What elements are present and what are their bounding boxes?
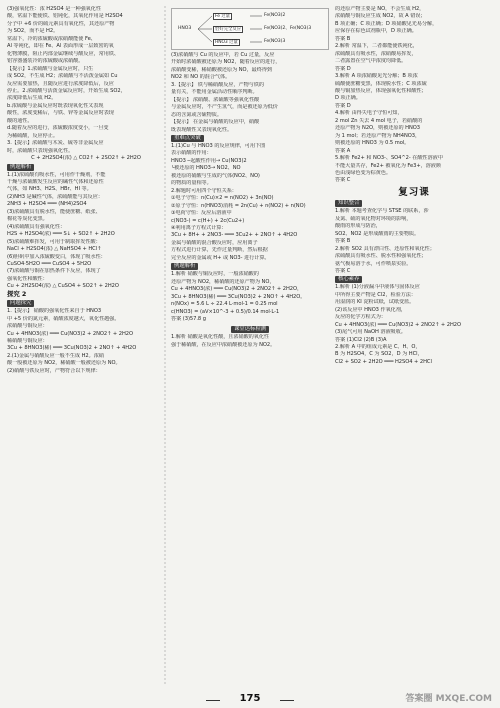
text-line: 5.解析 Fe2+ 和 NO3-、SO4^2- 在酸性溶液中 bbox=[335, 155, 443, 162]
review-section-title: 复习课 bbox=[398, 186, 430, 198]
col3-block-b bbox=[335, 208, 493, 275]
text-line: 1.(1)浓硫酸有吸水性，可用作干燥剂，不能 bbox=[7, 171, 106, 178]
text-line: D 项正确。 bbox=[335, 95, 361, 102]
inquiry-heading: 探究 2 bbox=[7, 289, 27, 298]
text-line: 反应的化学方程式为： bbox=[335, 314, 386, 321]
text-line: (2)该反应中 HNO3 作氧化剂， bbox=[335, 306, 406, 313]
text-line: 酸性，浓度变稀后，与铁、锌等金属反应时表现 bbox=[7, 110, 114, 117]
text-line: 色由浅绿色变为棕黄色。 bbox=[335, 169, 391, 176]
text-line: 答案 D bbox=[335, 65, 351, 72]
text-line: 化物薄膜，阻止内部金属继续与酸反应，常用铁、 bbox=[7, 50, 119, 57]
text-line: 答案 (3)57.8 g bbox=[171, 315, 206, 322]
core-tag: 核心素养 bbox=[335, 276, 362, 283]
text-line: 3.解析 A 项浓硝酸见光分解；B 项浓 bbox=[335, 73, 418, 80]
diagram-box-top: Fe 过量 bbox=[215, 14, 230, 19]
text-line: 酸一般被还原为 NO2，稀硝酸一般被还原为 NO。 bbox=[7, 360, 121, 367]
text-line: 浓硝酸变稀，稀硝酸被还原为 NO，最终得到 bbox=[171, 66, 273, 73]
text-line: 2.解题时可用四个守恒关系： bbox=[171, 187, 237, 194]
col1-block-a bbox=[7, 6, 165, 140]
text-line: 2 mol Zn 失去 4 mol 电子，若硝酸的 bbox=[335, 117, 423, 124]
text-line: 常温下，冷的浓硫酸或浓硝酸能使 Fe、 bbox=[7, 35, 96, 42]
text-line: 酸雨的形成与防治， bbox=[335, 223, 381, 230]
text-line: 3Cu + 8HNO3(稀) ═══ 3Cu(NO3)2 + 2NO↑ + 4H2O bbox=[7, 345, 137, 352]
text-line: NO2 和 NO 的混合气体。 bbox=[171, 74, 231, 81]
key-points-tag: 重难点突破 bbox=[171, 135, 204, 142]
text-line: ④利用离子方程式计算： bbox=[171, 224, 227, 231]
text-line: ①电子守恒：n(Cu)×2 = n(NO2) + 3n(NO) bbox=[171, 195, 274, 202]
text-line: 为 SO2，而不是 H2。 bbox=[7, 28, 59, 35]
diagram-box-bot: HNO3 过量 bbox=[215, 40, 238, 45]
text-line: 强氧化性和酸性： bbox=[7, 275, 48, 282]
text-line: 干燥与浓硫酸发生反应的碱性气体和还原性 bbox=[7, 178, 104, 185]
explanation-item-3: 3.【提示】浓硫酸与木炭、硫等非金属反应 bbox=[7, 140, 104, 147]
text-line: 方程式进行计算，先作过量判断，然后根据 bbox=[171, 247, 268, 254]
text-line: 强于稀硝酸，在反应中浓硝酸被还原为 NO2。 bbox=[171, 341, 276, 348]
practice-tag: 例题解析 bbox=[7, 164, 34, 171]
explanation-item-3b: 时，浓硫酸只表现强氧化性。 bbox=[7, 147, 74, 154]
text-line: (3)浓硫酸具有脱水性，能使蔗糖、纸张、 bbox=[7, 208, 101, 215]
text-line: 表示硝酸的作用： bbox=[171, 150, 212, 157]
text-line: 量有关，不能用金属活动性顺序判断。 bbox=[171, 89, 258, 96]
text-line: Cu + 2H2SO4(浓) △ CuSO4 + SO2↑ + 2H2O bbox=[7, 283, 119, 290]
text-line: 答案 B bbox=[335, 238, 351, 245]
text-line: 1.(1)Cu 与 HNO3 的反应规律，可用下图 bbox=[171, 142, 266, 149]
text-line: n(NOx) = 5.6 L ÷ 22.4 L·mol-1 = 0.25 mol bbox=[171, 301, 278, 308]
text-line: 则被还原的 HNO3 为 0.5 mol。 bbox=[335, 140, 410, 147]
text-line: 1.解析 硝酸是氧化性酸，且浓硝酸的氧化性 bbox=[171, 334, 270, 341]
text-line: 2.(1)金属与硝酸反应一般不生成 H2。浓硝 bbox=[7, 352, 104, 359]
text-line: 二者露置在空气中浓度均降低。 bbox=[335, 58, 407, 65]
text-line: 金属与硝酸的混合酸反应时，应用离子 bbox=[171, 239, 258, 246]
text-line: 还原产物为 NO2，稀硝酸的还原产物为 NO， bbox=[171, 278, 275, 285]
col2-block-b bbox=[171, 143, 329, 262]
col1-block-c bbox=[7, 308, 165, 375]
practice-tag-2: 例题解析 bbox=[171, 263, 198, 270]
text-line: Cu + 4HNO3(浓) ═══ Cu(NO3)2 + 2NO2↑ + 2H2O， bbox=[171, 286, 303, 293]
text-line: Cu + 4HNO3(浓) ═══ Cu(NO3)2 + 2NO2↑ + 2H2O bbox=[7, 330, 134, 337]
text-line: (4)浓硫酸具有强氧化性： bbox=[7, 223, 66, 230]
text-line: 的物质的量相等。 bbox=[171, 180, 212, 187]
text-line: H2S + H2SO4(浓) ═══ S↓ + SO2↑ + 2H2O bbox=[7, 231, 115, 238]
text-line: 浓硫酸具有吸水性，浓硝酸易挥发， bbox=[335, 50, 417, 57]
text-line: 酸，常温下能使铁、铝钝化，其氧化作用是 H2SO4 bbox=[7, 13, 123, 20]
text-line: 答案 C bbox=[335, 267, 351, 274]
text-line: 浓硝酸与铜反应： bbox=[7, 323, 48, 330]
text-line: 【提示】 浓硝酸、浓硫酸等强氧化性酸 bbox=[171, 96, 260, 103]
diagram-right-top: Fe(NO3)2 bbox=[264, 13, 286, 18]
text-line: 2.解析 常温下，二者都能使铁钝化， bbox=[335, 43, 418, 50]
diagram-right-bot: Fe(NO3)3 bbox=[264, 39, 286, 44]
text-line: (5)浓硫酸难挥发，可用于制取挥发性酸： bbox=[7, 238, 101, 245]
text-line: c(NO3-) = c(H+) + 2c(Cu2+) bbox=[171, 217, 245, 224]
diagram-left-label: HNO3 bbox=[178, 26, 192, 31]
text-line: HNO3 ─起酸性作用→ Cu(NO3)2 bbox=[171, 157, 247, 164]
diagram-box-mid: 恰好完全反应 bbox=[215, 27, 242, 32]
column-right bbox=[335, 6, 493, 366]
text-line: 氨气极易溶于水，可作喷泉实验。 bbox=[335, 260, 412, 267]
text-line: SO2、NO2 是形成酸雨的主要物质。 bbox=[335, 230, 420, 237]
page-number: 175 bbox=[222, 693, 278, 704]
text-line: 分子中 +6 价的硫元素具有氧化性，其还原产物 bbox=[7, 20, 115, 27]
col2-block-c bbox=[171, 271, 329, 323]
column-middle bbox=[171, 6, 329, 349]
text-line: d.随着反应的进行，浓硫酸浓度变小，一旦变 bbox=[7, 125, 109, 132]
text-line: 答案 B bbox=[335, 35, 351, 42]
text-line: 浓硝酸与铜反应生成 NO2，故 A 错误； bbox=[335, 13, 426, 20]
text-line: ③电荷守恒：反应后溶液中 bbox=[171, 210, 232, 217]
text-line: 既表现酸性又表现氧化性。 bbox=[171, 126, 233, 133]
text-line: 答案 C bbox=[335, 177, 351, 184]
text-line: c(HNO3) = (aV×10^-3 + 0.5)/0.14 mol·L-1 bbox=[171, 308, 280, 315]
text-line: 与金属反应时，不产生氢气，而是被还原为低价 bbox=[171, 104, 278, 111]
text-line: (3)尾气可用 NaOH 溶液吸收。 bbox=[335, 329, 406, 336]
text-line: 铝容器盛装冷的浓硫酸或浓硝酸。 bbox=[7, 58, 84, 65]
text-line: 应保存在棕色试剂瓶中，D 项正确。 bbox=[335, 28, 417, 35]
text-line: (2)NH3 是碱性气体，浓硫酸能与其反应： bbox=[7, 193, 103, 200]
review-tag: 知识整合 bbox=[335, 200, 362, 207]
text-line: 浓度降低后生成 H2。 bbox=[7, 95, 57, 102]
text-line: 为稀硫酸，反应停止。 bbox=[7, 132, 58, 139]
text-line: B 为 H2SO4，C 为 SO2，D 为 HCl， bbox=[335, 351, 423, 358]
text-line: 2NH3 + H2SO4 ═══ (NH4)2SO4 bbox=[7, 201, 87, 208]
text-line: 【提示】 在金属与硝酸的反应中，硝酸 bbox=[171, 119, 260, 126]
text-line: 答案 A bbox=[335, 147, 351, 154]
text-line: 浓硫酸具有吸水性、脱水性和强氧化性； bbox=[335, 253, 427, 260]
column-left bbox=[7, 6, 165, 375]
text-line: (3)浓硝酸与 Cu 的反应中，若 Cu 过量，反应 bbox=[171, 52, 275, 58]
text-line: 停止。2.浓硫酸与活泼金属反应时，开始生成 SO2， bbox=[7, 87, 126, 94]
text-line: Al 等钝化，即在 Fe、Al 表面形成一层致密的氧 bbox=[7, 43, 114, 50]
text-line: 酸与铜加热反应，体现强氧化性和酸性； bbox=[335, 87, 427, 94]
text-line: 答案 D bbox=[335, 102, 351, 109]
text-line: (7)浓硫酸与铜在加热条件下反应，体现了 bbox=[7, 268, 101, 275]
col2-block-a bbox=[171, 52, 329, 134]
watermark-logo: 答案圈 MXQE.COM bbox=[405, 694, 492, 704]
text-line: CuSO4·5H2O ═══ CuSO4 + 5H2O bbox=[7, 260, 92, 267]
text-line: 为 1 mol；若还原产物为 NH4NO3， bbox=[335, 132, 421, 139]
text-line: └被还原的 HNO3→ NO2、NO bbox=[171, 165, 241, 172]
text-line: 答案 (1)Cl2 (2)B (3)A bbox=[335, 336, 387, 343]
col2-block-d bbox=[171, 334, 329, 349]
text-line: 1.解析 硝酸与铜反应时，一般浓硝酸的 bbox=[171, 271, 259, 278]
text-line: 气体，如 NH3、H2S、HBr、HI 等。 bbox=[7, 186, 92, 193]
text-line: 3Cu + 8HNO3(稀) ═══ 3Cu(NO3)2 + 2NO↑ + 4H2O。 bbox=[171, 293, 306, 300]
text-line: NaCl + H2SO4(浓) △ NaHSO4 + HCl↑ bbox=[7, 246, 102, 253]
text-line: (3)强氧化性：浓 H2SO4 是一种强氧化性 bbox=[7, 6, 101, 12]
text-line: 成 SO2，不生成 H2；浓硫酸与不活泼金属如 Cu bbox=[7, 73, 118, 80]
text-line: Cu + 4HNO3(浓) ═══ Cu(NO3)2 + 2NO2↑ + 2H2O bbox=[335, 321, 462, 328]
text-line: ②原子守恒：n(HNO3)消耗 = 2n(Cu) + n(NO2) + n(NO) bbox=[171, 202, 306, 209]
text-line: B 项正确；C 项正确；D 项硝酸见光易分解， bbox=[335, 20, 438, 27]
text-line: 开始时浓硝酸被还原为 NO2，随着反应的进行， bbox=[171, 59, 281, 66]
text-line: 中所得主要产物是 Cl2，检验方法： bbox=[335, 291, 416, 298]
text-line: 反应需要加热，且随反应进行浓度降低后，反应 bbox=[7, 80, 114, 87]
summary-tag: 课堂达标检测 bbox=[231, 326, 269, 333]
text-line: 棉花等炭化变黑。 bbox=[7, 216, 48, 223]
col3-block-c bbox=[335, 284, 493, 366]
column-divider bbox=[161, 6, 169, 686]
inquiry-sub-tag: 问题探究 bbox=[7, 300, 34, 307]
text-line: 2.解析 A 中的组成元素是 C、H、O， bbox=[335, 344, 421, 351]
iron-nitric-diagram bbox=[171, 8, 329, 50]
text-line: 3.【提示】 铁与稀硝酸反应，产物与铁的 bbox=[171, 81, 264, 88]
text-line: 还原产物为 N2O，则被还原的 HNO3 bbox=[335, 125, 421, 132]
col1-block-b bbox=[7, 172, 165, 291]
text-line: 3Cu + 8H+ + 2NO3- ═══ 3Cu2+ + 2NO↑ + 4H2O bbox=[171, 232, 298, 239]
text-line: 1.解析 本题考查化学与 STSE 的联系，涉 bbox=[335, 208, 429, 215]
equation-carbon-sulfuric: C + 2H2SO4(浓) △ CO2↑ + 2SO2↑ + 2H2O bbox=[31, 155, 141, 162]
text-line: 酸的通性。 bbox=[7, 117, 33, 124]
text-line: 态的含氮或含硫物质。 bbox=[171, 111, 222, 118]
text-line: 硫酸使蔗糖变黑，体现脱水性；C 项浓硫 bbox=[335, 80, 427, 87]
text-line: 中 +5 价的氮元素，硝酸浓度越大，氧化性越强。 bbox=[7, 315, 120, 322]
text-line: (2)硝酸与铁反应时，产物符合以下规律： bbox=[7, 367, 101, 374]
text-line: 【提示】1.浓硫酸与金属反应时，只生 bbox=[7, 65, 94, 72]
text-line: Cl2 + SO2 + 2H2O ═══ H2SO4 + 2HCl bbox=[335, 358, 432, 365]
text-line: 1.解析 (1)分液漏斗中液体与固体反应 bbox=[335, 284, 420, 291]
text-line: 稀硝酸与铜反应： bbox=[7, 338, 48, 345]
text-line: 完全反应的金属或 H+ 或 NO3- 进行计算。 bbox=[171, 254, 270, 261]
text-line: 用湿润的 KI 淀粉试纸，试纸变蓝。 bbox=[335, 299, 415, 306]
text-line: 不能大量共存，Fe2+ 被氧化为 Fe3+，溶液颜 bbox=[335, 162, 441, 169]
text-line: 及氮、硫的氧化物对环境的影响， bbox=[335, 215, 412, 222]
text-line: (6)胆矾中加入浓硫酸变白，体现了吸水性： bbox=[7, 253, 106, 260]
text-line: 的还原产物主要是 NO，不会生成 H2， bbox=[335, 6, 425, 12]
text-line: 被还原的硝酸与生成的气体(NO2、NO) bbox=[171, 172, 260, 179]
col3-block-a bbox=[335, 6, 493, 185]
text-line: b.浓硫酸与金属反应时既表现氧化性又表现 bbox=[7, 102, 104, 109]
text-line: 1.【提示】 硝酸的强氧化性来自于 HNO3 bbox=[7, 308, 102, 315]
diagram-right-mid: Fe(NO3)2、Fe(NO3)3 bbox=[264, 26, 312, 31]
text-line: 2.解析 SO2 具有漂白性、还原性和氧化性； bbox=[335, 245, 435, 252]
text-line: 4.解析 由得失电子守恒可知， bbox=[335, 110, 403, 117]
